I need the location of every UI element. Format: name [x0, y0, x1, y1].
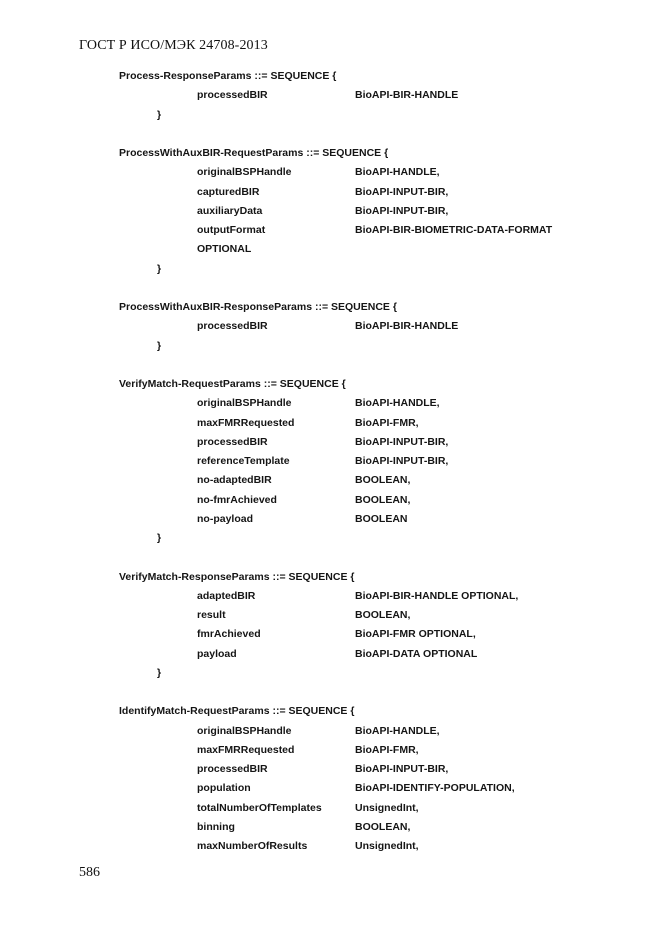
page-header: ГОСТ Р ИСО/МЭК 24708-2013: [79, 38, 268, 53]
field-name: originalBSPHandle: [197, 166, 292, 179]
field-name: no-payload: [197, 512, 254, 525]
field-name: adaptedBIR: [197, 589, 256, 602]
field-type: BioAPI-INPUT-BIR,: [355, 204, 449, 217]
field-name: outputFormat: [197, 224, 266, 236]
sequence-declaration: VerifyMatch-ResponseParams ::= SEQUENCE {: [119, 570, 355, 583]
sequence-declaration: VerifyMatch-RequestParams ::= SEQUENCE {: [119, 378, 346, 390]
field-name: maxFMRRequested: [197, 743, 295, 756]
field-name: payload: [197, 647, 237, 660]
field-name: maxNumberOfResults: [197, 840, 308, 852]
field-name: result: [197, 609, 226, 621]
field-type: BioAPI-FMR OPTIONAL,: [355, 628, 476, 641]
field-type: BioAPI-FMR,: [355, 743, 419, 756]
field-type: BioAPI-HANDLE,: [355, 724, 440, 737]
field-name: processedBIR: [197, 89, 268, 102]
sequence-close-brace: }: [157, 339, 162, 352]
field-name: auxiliaryData: [197, 204, 263, 217]
field-name: originalBSPHandle: [197, 397, 292, 410]
field-type: BioAPI-DATA OPTIONAL: [355, 647, 478, 660]
field-name: no-adaptedBIR: [197, 474, 272, 487]
field-modifier: OPTIONAL: [197, 243, 252, 256]
field-type: BOOLEAN,: [355, 609, 411, 621]
field-type: BioAPI-BIR-HANDLE: [355, 320, 459, 333]
sequence-close-brace: }: [157, 262, 162, 275]
field-name: fmrAchieved: [197, 628, 261, 641]
field-type: BioAPI-HANDLE,: [355, 166, 440, 179]
sequence-close-brace: }: [157, 666, 162, 679]
field-type: BioAPI-BIR-HANDLE OPTIONAL,: [355, 589, 519, 602]
field-name: referenceTemplate: [197, 455, 290, 467]
field-type: UnsignedInt,: [355, 801, 419, 814]
field-name: originalBSPHandle: [197, 724, 292, 737]
field-name: processedBIR: [197, 320, 268, 333]
field-name: binning: [197, 820, 235, 833]
field-type: BioAPI-INPUT-BIR,: [355, 455, 449, 467]
field-name: no-fmrAchieved: [197, 493, 277, 506]
sequence-close-brace: }: [157, 532, 162, 544]
sequence-close-brace: }: [157, 108, 162, 121]
field-type: BioAPI-INPUT-BIR,: [355, 435, 449, 448]
field-type: BioAPI-BIR-BIOMETRIC-DATA-FORMAT: [355, 224, 553, 236]
field-type: BioAPI-FMR,: [355, 416, 419, 429]
field-type: BioAPI-BIR-HANDLE: [355, 89, 459, 102]
field-name: population: [197, 782, 251, 795]
field-name: capturedBIR: [197, 185, 260, 198]
field-name: processedBIR: [197, 763, 268, 775]
field-type: BioAPI-HANDLE,: [355, 397, 440, 410]
page-number: 586: [79, 865, 100, 880]
field-type: BioAPI-INPUT-BIR,: [355, 763, 449, 775]
field-name: totalNumberOfTemplates: [197, 801, 322, 814]
field-name: processedBIR: [197, 435, 268, 448]
field-type: BOOLEAN,: [355, 474, 411, 487]
sequence-declaration: IdentifyMatch-RequestParams ::= SEQUENCE {: [119, 705, 355, 718]
sequence-declaration: Process-ResponseParams ::= SEQUENCE {: [119, 70, 337, 82]
field-name: maxFMRRequested: [197, 416, 295, 429]
field-type: BioAPI-INPUT-BIR,: [355, 185, 449, 198]
sequence-declaration: ProcessWithAuxBIR-RequestParams ::= SEQUENCE {: [119, 147, 389, 159]
field-type: BOOLEAN,: [355, 493, 411, 506]
field-type: BOOLEAN: [355, 512, 408, 525]
sequence-declaration: ProcessWithAuxBIR-ResponseParams ::= SEQUENCE {: [119, 301, 397, 313]
field-type: UnsignedInt,: [355, 840, 419, 852]
field-type: BioAPI-IDENTIFY-POPULATION,: [355, 782, 515, 795]
field-type: BOOLEAN,: [355, 820, 411, 833]
